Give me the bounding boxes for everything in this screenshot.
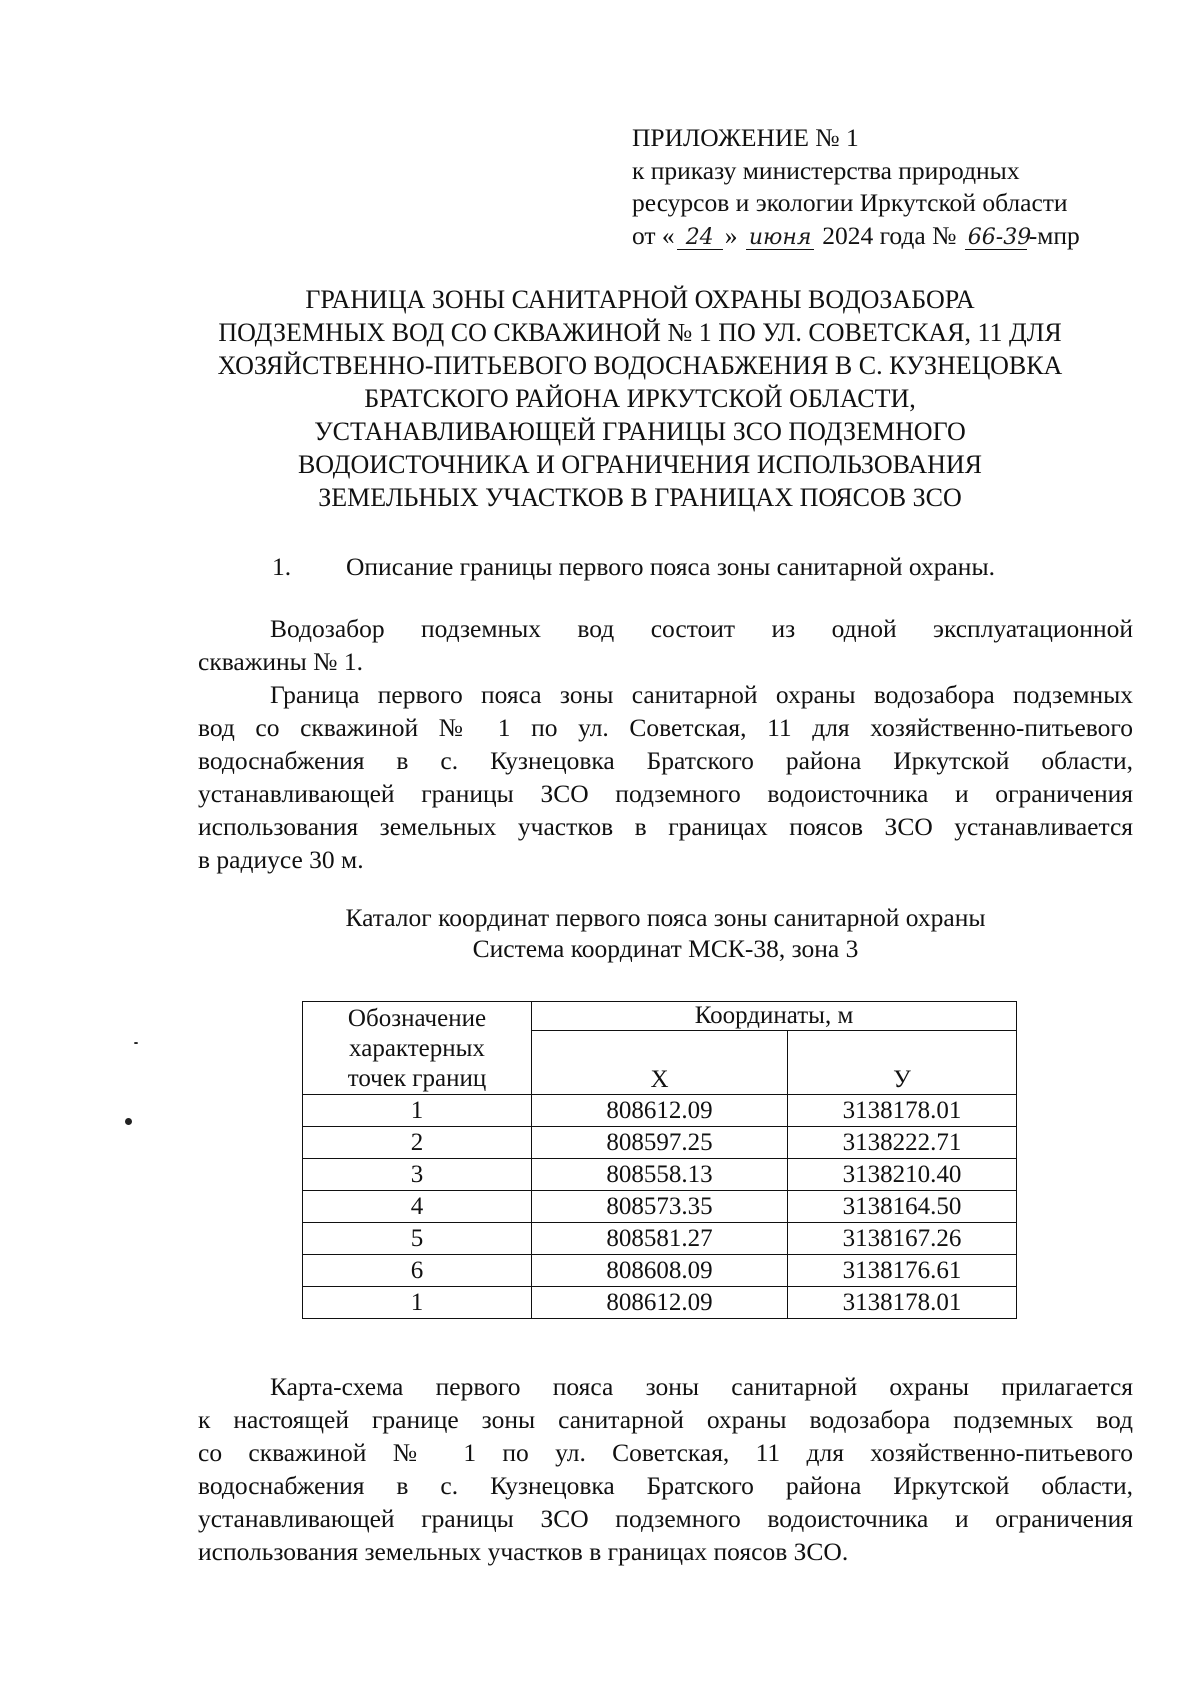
paragraph-line: вод со скважиной № 1 по ул. Советская, 11 для хозяйственно-питьевого	[198, 713, 1133, 742]
cell-x: 808608.09	[532, 1255, 788, 1287]
paragraph-line: Карта-схема первого пояса зоны санитарной охраны прилагается	[270, 1372, 1133, 1401]
cell-y: 3138176.61	[788, 1255, 1017, 1287]
document-title	[160, 283, 1120, 514]
date-prefix: от «	[632, 220, 675, 250]
table-row	[303, 1095, 1017, 1127]
paragraph-line: Граница первого пояса зоны санитарной охраны водозабора подземных	[270, 680, 1133, 709]
table-row	[303, 1223, 1017, 1255]
title-line: ЗЕМЕЛЬНЫХ УЧАСТКОВ В ГРАНИЦАХ ПОЯСОВ ЗСО	[318, 483, 962, 512]
paragraph-line: использования земельных участков в границах поясов ЗСО устанавливается	[198, 812, 1133, 841]
table-row	[303, 1287, 1017, 1319]
cell-point: 1	[303, 1095, 532, 1127]
title-line: УСТАНАВЛИВАЮЩЕЙ ГРАНИЦЫ ЗСО ПОДЗЕМНОГО	[314, 417, 966, 446]
cell-y: 3138164.50	[788, 1191, 1017, 1223]
title-line: ПОДЗЕМНЫХ ВОД СО СКВАЖИНОЙ № 1 ПО УЛ. СОВЕТСКАЯ, 11 ДЛЯ	[218, 318, 1062, 347]
header-points-line: Обозначение	[347, 1005, 487, 1032]
table-row	[303, 1159, 1017, 1191]
handwritten-order-number: 66-39	[965, 227, 1027, 250]
appendix-date-line	[632, 220, 1152, 253]
cell-y: 3138178.01	[788, 1287, 1017, 1319]
cell-y: 3138167.26	[788, 1223, 1017, 1255]
section-1-heading	[272, 552, 995, 582]
cell-x: 808581.27	[532, 1223, 788, 1255]
header-coordinates: Координаты, м	[532, 1002, 1017, 1031]
appendix-line-2: ресурсов и экологии Иркутской области	[632, 188, 1068, 217]
handwritten-day: 24	[677, 227, 723, 250]
header-points-line: точек границ	[347, 1065, 487, 1092]
cell-x: 808597.25	[532, 1127, 788, 1159]
date-year-text: 2024 года №	[822, 220, 957, 250]
cell-y: 3138210.40	[788, 1159, 1017, 1191]
paragraph-line: устанавливающей границы ЗСО подземного водоисточника и ограничения	[198, 1504, 1133, 1533]
coordinates-table	[302, 1001, 1017, 1319]
title-line: ХОЗЯЙСТВЕННО-ПИТЬЕВОГО ВОДОСНАБЖЕНИЯ В С. КУЗНЕЦОВКА	[217, 351, 1063, 380]
appendix-heading: ПРИЛОЖЕНИЕ № 1	[632, 123, 859, 152]
table-row	[303, 1127, 1017, 1159]
scan-speck	[134, 1042, 138, 1044]
cell-x: 808612.09	[532, 1287, 788, 1319]
title-line: ГРАНИЦА ЗОНЫ САНИТАРНОЙ ОХРАНЫ ВОДОЗАБОРА	[305, 285, 975, 314]
paragraph-3	[198, 1370, 1133, 1568]
handwritten-month: июня	[746, 227, 814, 250]
cell-y: 3138222.71	[788, 1127, 1017, 1159]
scan-dot	[125, 1118, 132, 1125]
cell-point: 5	[303, 1223, 532, 1255]
cell-point: 1	[303, 1287, 532, 1319]
catalog-caption	[198, 902, 1133, 964]
paragraph-line: использования земельных участков в границах поясов ЗСО.	[198, 1537, 849, 1566]
appendix-header	[632, 122, 1152, 252]
paragraph-2	[198, 678, 1133, 876]
header-x: X	[532, 1031, 788, 1095]
table-row	[303, 1191, 1017, 1223]
paragraph-line: к настоящей границе зоны санитарной охраны водозабора подземных вод	[198, 1405, 1133, 1434]
paragraph-line: водоснабжения в с. Кузнецовка Братского района Иркутской области,	[198, 1471, 1133, 1500]
order-suffix: -мпр	[1028, 220, 1080, 250]
cell-point: 3	[303, 1159, 532, 1191]
cell-x: 808612.09	[532, 1095, 788, 1127]
cell-x: 808573.35	[532, 1191, 788, 1223]
paragraph-line: со скважиной № 1 по ул. Советская, 11 для хозяйственно-питьевого	[198, 1438, 1133, 1467]
paragraph-line: устанавливающей границы ЗСО подземного водоисточника и ограничения	[198, 779, 1133, 808]
section-number: 1.	[272, 552, 292, 581]
cell-x: 808558.13	[532, 1159, 788, 1191]
title-line: БРАТСКОГО РАЙОНА ИРКУТСКОЙ ОБЛАСТИ,	[364, 384, 916, 413]
paragraph-line: в радиусе 30 м.	[198, 845, 364, 874]
header-points-line: характерных	[349, 1035, 485, 1062]
paragraph-line: Водозабор подземных вод состоит из одной эксплуатационной	[270, 614, 1133, 643]
section-title: Описание границы первого пояса зоны санитарной охраны.	[346, 552, 995, 581]
paragraph-line: скважины № 1.	[198, 647, 363, 676]
header-y: У	[788, 1031, 1017, 1095]
cell-point: 6	[303, 1255, 532, 1287]
cell-point: 4	[303, 1191, 532, 1223]
table-row	[303, 1255, 1017, 1287]
paragraph-1	[198, 612, 1133, 678]
appendix-line-1: к приказу министерства природных	[632, 155, 1020, 185]
cell-y: 3138178.01	[788, 1095, 1017, 1127]
cell-point: 2	[303, 1127, 532, 1159]
paragraph-line: водоснабжения в с. Кузнецовка Братского района Иркутской области,	[198, 746, 1133, 775]
catalog-caption-line-1: Каталог координат первого пояса зоны санитарной охраны	[345, 903, 986, 932]
header-points	[303, 1002, 532, 1095]
title-line: ВОДОИСТОЧНИКА И ОГРАНИЧЕНИЯ ИСПОЛЬЗОВАНИЯ	[297, 450, 983, 479]
date-mid: »	[724, 220, 738, 250]
catalog-caption-line-2: Система координат МСК-38, зона 3	[472, 934, 859, 963]
